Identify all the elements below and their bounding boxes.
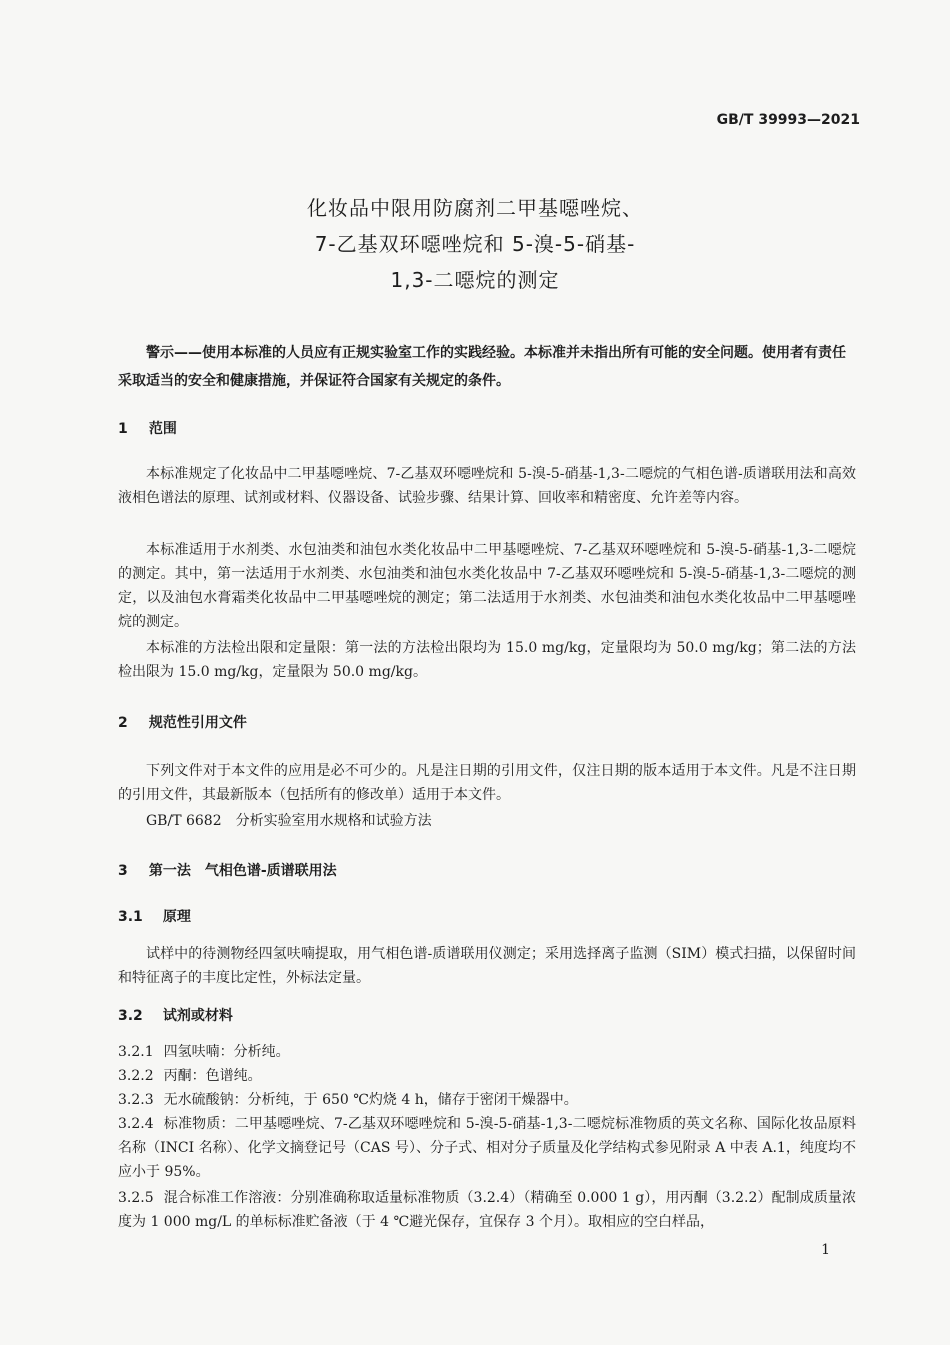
item-3-2-5: [118, 1186, 856, 1234]
section-2-heading: [118, 712, 247, 732]
section-title: 试剂或材料: [162, 1008, 233, 1024]
item-3-2-3: [118, 1088, 856, 1112]
normative-reference: GB/T 6682 分析实验室用水规格和试验方法: [146, 813, 432, 829]
section-number: 3.1: [118, 909, 143, 925]
standard-code: GB/T 39993—2021: [716, 112, 860, 128]
title-line-1: 化妆品中限用防腐剂二甲基噁唑烷、: [307, 196, 643, 220]
item-text: 丙酮：色谱纯。: [163, 1068, 262, 1084]
title-line-2: 7-乙基双环噁唑烷和 5-溴-5-硝基-: [314, 232, 636, 256]
section-1-paragraph-3: 本标准的方法检出限和定量限：第一法的方法检出限均为 15.0 mg/kg，定量限均为 50.0 mg/kg；第二法的方法检出限为 15.0 mg/kg，定量限为 50.0 mg/kg。: [118, 640, 856, 680]
section-3-heading: [118, 860, 337, 880]
item-text: 四氢呋喃：分析纯。: [163, 1044, 290, 1060]
section-number: 1: [118, 421, 128, 437]
page-number: 1: [821, 1242, 830, 1258]
section-number: 3.2: [118, 1008, 143, 1024]
item-number: 3.2.4: [118, 1116, 154, 1132]
item-text: 混合标准工作溶液：分别准确称取适量标准物质（3.2.4）（精确至 0.000 1 g），用丙酮（3.2.2）配制成质量浓度为 1 000 mg/L 的单标标准贮备液（于 4 ℃避光保存，宜保存 3 个月）。取相应的空白样品，: [118, 1190, 856, 1230]
warning-text: 警示——使用本标准的人员应有正规实验室工作的实践经验。本标准并未指出所有可能的安全问题。使用者有责任采取适当的安全和健康措施，并保证符合国家有关规定的条件。: [118, 345, 846, 389]
item-3-2-2: [118, 1064, 856, 1088]
item-text: 无水硫酸钠：分析纯，于 650 ℃灼烧 4 h，储存于密闭干燥器中。: [163, 1092, 578, 1108]
item-number: 3.2.5: [118, 1190, 154, 1206]
section-title: 范围: [148, 421, 177, 437]
section-3-2-heading: [118, 1005, 233, 1025]
section-number: 2: [118, 715, 128, 731]
title-line-3: 1,3-二噁烷的测定: [390, 268, 560, 292]
section-1-paragraph-1: 本标准规定了化妆品中二甲基噁唑烷、7-乙基双环噁唑烷和 5-溴-5-硝基-1,3-二噁烷的气相色谱-质谱联用法和高效液相色谱法的原理、试剂或材料、仪器设备、试验步骤、结果计算、回收率和精密度、允许差等内容。: [118, 466, 856, 506]
section-number: 3: [118, 863, 128, 879]
item-3-2-4: [118, 1112, 856, 1184]
item-number: 3.2.1: [118, 1044, 154, 1060]
section-1-heading: [118, 418, 177, 438]
item-number: 3.2.3: [118, 1092, 154, 1108]
item-number: 3.2.2: [118, 1068, 154, 1084]
item-3-2-1: [118, 1040, 856, 1064]
section-title: 规范性引用文件: [148, 715, 247, 731]
section-title: 原理: [162, 909, 191, 925]
section-1-paragraph-2: 本标准适用于水剂类、水包油类和油包水类化妆品中二甲基噁唑烷、7-乙基双环噁唑烷和 5-溴-5-硝基-1,3-二噁烷的测定。其中，第一法适用于水剂类、水包油类和油包水类化妆品中 7-乙基双环噁唑烷和 5-溴-5-硝基-1,3-二噁烷的测定，以及油包水膏霜类化妆品中二甲基噁唑烷的测定；第二法适用于水剂类、水包油类和油包水类化妆品中二甲基噁唑烷的测定。: [118, 542, 856, 630]
section-2-paragraph-1: 下列文件对于本文件的应用是必不可少的。凡是注日期的引用文件，仅注日期的版本适用于本文件。凡是不注日期的引用文件，其最新版本（包括所有的修改单）适用于本文件。: [118, 763, 856, 803]
item-text: 标准物质：二甲基噁唑烷、7-乙基双环噁唑烷和 5-溴-5-硝基-1,3-二噁烷标准物质的英文名称、国际化妆品原料名称（INCI 名称）、化学文摘登记号（CAS 号）、分子式、相对分子质量及化学结构式参见附录 A 中表 A.1，纯度均不应小于 95%。: [118, 1116, 856, 1180]
section-3-1-paragraph: 试样中的待测物经四氢呋喃提取，用气相色谱-质谱联用仪测定；采用选择离子监测（SIM）模式扫描，以保留时间和特征离子的丰度比定性，外标法定量。: [118, 946, 856, 986]
section-title: 第一法 气相色谱-质谱联用法: [148, 863, 337, 879]
section-3-1-heading: [118, 906, 191, 926]
